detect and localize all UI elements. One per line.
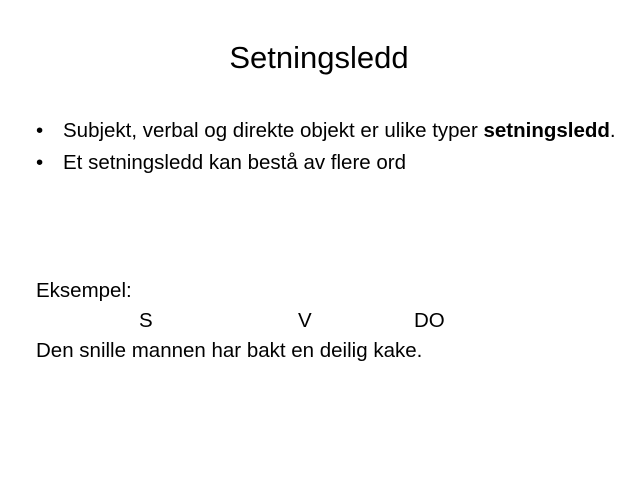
role-labels — [36, 306, 616, 336]
emphasized-term: setningsledd — [483, 119, 610, 142]
role-label-subject: S — [139, 309, 153, 332]
role-label-verbal: V — [298, 309, 312, 332]
bullet-text: Et setningsledd kan bestå av flere ord — [63, 151, 407, 174]
bullet-list — [36, 116, 616, 180]
slide-title: Setningsledd — [229, 40, 409, 75]
example-heading: Eksempel: — [36, 279, 132, 302]
example-block — [36, 276, 616, 366]
bullet-icon: • — [36, 151, 44, 174]
role-label-direct-object: DO — [414, 309, 445, 332]
bullet-text: Subjekt, verbal og direkte objekt er ulike typer — [63, 119, 484, 142]
bullet-text-end: . — [609, 119, 616, 142]
example-sentence: Den snille mannen har bakt en deilig kake. — [36, 339, 423, 362]
bullet-item-2 — [36, 148, 616, 177]
bullet-icon: • — [36, 119, 44, 142]
bullet-item-1 — [36, 116, 616, 145]
